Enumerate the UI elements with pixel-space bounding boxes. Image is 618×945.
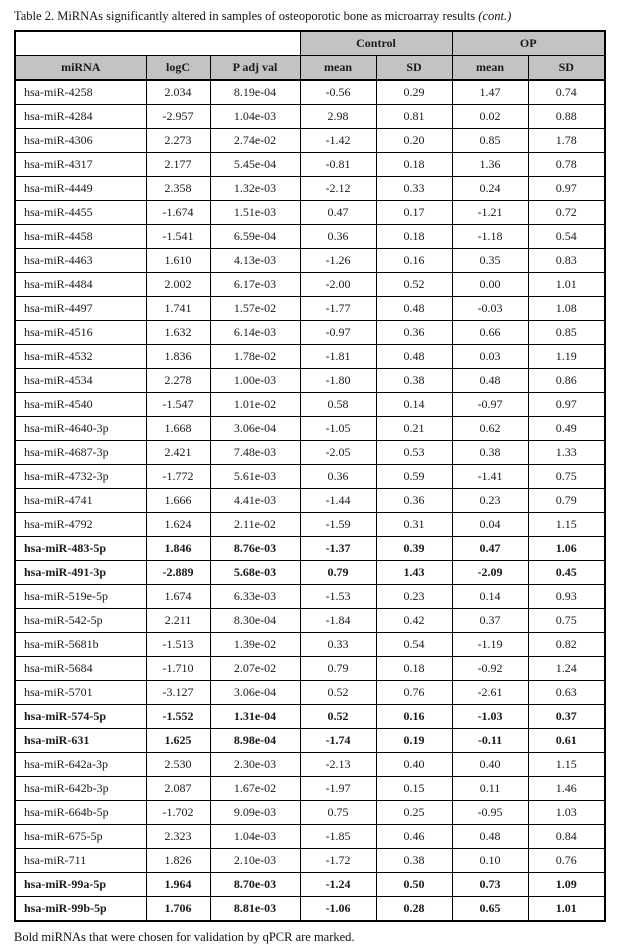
value-cell: 8.76e-03 [210, 537, 300, 561]
mirna-cell: hsa-miR-4455 [15, 201, 146, 225]
value-cell: 0.18 [376, 153, 452, 177]
value-cell: -1.702 [146, 801, 210, 825]
value-cell: 2.323 [146, 825, 210, 849]
value-cell: 0.54 [528, 225, 605, 249]
value-cell: 0.65 [452, 897, 528, 922]
table-row [15, 249, 605, 273]
value-cell: -1.710 [146, 657, 210, 681]
value-cell: 0.38 [376, 369, 452, 393]
value-cell: -2.05 [300, 441, 376, 465]
value-cell: 2.087 [146, 777, 210, 801]
value-cell: 0.20 [376, 129, 452, 153]
value-cell: 0.47 [300, 201, 376, 225]
value-cell: 0.45 [528, 561, 605, 585]
mirna-cell: hsa-miR-99b-5p [15, 897, 146, 922]
group-header-control: Control [300, 31, 452, 56]
value-cell: -0.97 [300, 321, 376, 345]
value-cell: -2.00 [300, 273, 376, 297]
value-cell: 1.706 [146, 897, 210, 922]
value-cell: 2.530 [146, 753, 210, 777]
table-row [15, 801, 605, 825]
mirna-cell: hsa-miR-5681b [15, 633, 146, 657]
value-cell: 2.278 [146, 369, 210, 393]
value-cell: 1.741 [146, 297, 210, 321]
mirna-cell: hsa-miR-711 [15, 849, 146, 873]
value-cell: 7.48e-03 [210, 441, 300, 465]
value-cell: -3.127 [146, 681, 210, 705]
value-cell: -0.97 [452, 393, 528, 417]
mirna-cell: hsa-miR-4458 [15, 225, 146, 249]
value-cell: 0.38 [376, 849, 452, 873]
value-cell: 0.11 [452, 777, 528, 801]
mirna-cell: hsa-miR-642b-3p [15, 777, 146, 801]
value-cell: 0.79 [300, 561, 376, 585]
table-row [15, 537, 605, 561]
mirna-cell: hsa-miR-4640-3p [15, 417, 146, 441]
value-cell: 1.47 [452, 80, 528, 105]
value-cell: 0.85 [452, 129, 528, 153]
table-row [15, 321, 605, 345]
value-cell: 1.57e-02 [210, 297, 300, 321]
value-cell: 0.78 [528, 153, 605, 177]
table-title-text: Table 2. MiRNAs significantly altered in samples of osteoporotic bone as microarray results [14, 9, 479, 23]
value-cell: -0.56 [300, 80, 376, 105]
mirna-cell: hsa-miR-4687-3p [15, 441, 146, 465]
value-cell: 1.51e-03 [210, 201, 300, 225]
table-row [15, 273, 605, 297]
value-cell: -1.18 [452, 225, 528, 249]
value-cell: 3.06e-04 [210, 681, 300, 705]
value-cell: -0.03 [452, 297, 528, 321]
value-cell: 0.48 [376, 297, 452, 321]
mirna-cell: hsa-miR-4449 [15, 177, 146, 201]
value-cell: 1.668 [146, 417, 210, 441]
value-cell: 0.23 [376, 585, 452, 609]
value-cell: 0.14 [376, 393, 452, 417]
value-cell: 1.846 [146, 537, 210, 561]
group-header-op: OP [452, 31, 605, 56]
value-cell: -2.13 [300, 753, 376, 777]
value-cell: 0.36 [376, 489, 452, 513]
table-row [15, 80, 605, 105]
table-row [15, 513, 605, 537]
value-cell: 2.07e-02 [210, 657, 300, 681]
value-cell: -1.97 [300, 777, 376, 801]
value-cell: 1.15 [528, 753, 605, 777]
table-row [15, 417, 605, 441]
value-cell: -1.41 [452, 465, 528, 489]
value-cell: 2.002 [146, 273, 210, 297]
value-cell: -1.541 [146, 225, 210, 249]
mirna-cell: hsa-miR-4540 [15, 393, 146, 417]
value-cell: 0.36 [376, 321, 452, 345]
value-cell: 0.63 [528, 681, 605, 705]
value-cell: -1.44 [300, 489, 376, 513]
value-cell: 0.58 [300, 393, 376, 417]
value-cell: 1.15 [528, 513, 605, 537]
mirna-cell: hsa-miR-4306 [15, 129, 146, 153]
value-cell: -1.24 [300, 873, 376, 897]
value-cell: 1.04e-03 [210, 825, 300, 849]
value-cell: 0.33 [376, 177, 452, 201]
value-cell: 0.72 [528, 201, 605, 225]
value-cell: 2.98 [300, 105, 376, 129]
table-body [15, 80, 605, 921]
value-cell: -2.61 [452, 681, 528, 705]
value-cell: 0.59 [376, 465, 452, 489]
table-row [15, 153, 605, 177]
value-cell: 0.50 [376, 873, 452, 897]
value-cell: 2.211 [146, 609, 210, 633]
value-cell: 0.31 [376, 513, 452, 537]
value-cell: 0.39 [376, 537, 452, 561]
value-cell: 0.16 [376, 249, 452, 273]
value-cell: 1.03 [528, 801, 605, 825]
value-cell: 1.01e-02 [210, 393, 300, 417]
table-row [15, 489, 605, 513]
value-cell: 1.78e-02 [210, 345, 300, 369]
value-cell: -1.19 [452, 633, 528, 657]
footer-note: Bold miRNAs that were chosen for validation by qPCR are marked. [14, 930, 355, 944]
value-cell: 0.48 [452, 825, 528, 849]
value-cell: 1.32e-03 [210, 177, 300, 201]
value-cell: 0.16 [376, 705, 452, 729]
mirna-cell: hsa-miR-631 [15, 729, 146, 753]
value-cell: 0.66 [452, 321, 528, 345]
mirna-cell: hsa-miR-4532 [15, 345, 146, 369]
value-cell: 6.33e-03 [210, 585, 300, 609]
value-cell: 1.625 [146, 729, 210, 753]
table-row [15, 225, 605, 249]
value-cell: -1.53 [300, 585, 376, 609]
value-cell: 0.97 [528, 393, 605, 417]
value-cell: 0.36 [300, 465, 376, 489]
mirna-cell: hsa-miR-4732-3p [15, 465, 146, 489]
table-header [15, 31, 605, 80]
mirna-cell: hsa-miR-4792 [15, 513, 146, 537]
table-title [14, 8, 604, 24]
value-cell: 1.24 [528, 657, 605, 681]
value-cell: 0.62 [452, 417, 528, 441]
value-cell: 0.40 [376, 753, 452, 777]
table-row [15, 705, 605, 729]
value-cell: -1.674 [146, 201, 210, 225]
value-cell: 1.19 [528, 345, 605, 369]
value-cell: 1.674 [146, 585, 210, 609]
value-cell: 2.177 [146, 153, 210, 177]
value-cell: 1.826 [146, 849, 210, 873]
value-cell: 0.88 [528, 105, 605, 129]
mirna-cell: hsa-miR-4534 [15, 369, 146, 393]
value-cell: -1.26 [300, 249, 376, 273]
value-cell: 0.35 [452, 249, 528, 273]
value-cell: 9.09e-03 [210, 801, 300, 825]
mirna-cell: hsa-miR-675-5p [15, 825, 146, 849]
column-header-sd-4: SD [376, 56, 452, 81]
table-row [15, 201, 605, 225]
value-cell: -1.72 [300, 849, 376, 873]
value-cell: 0.18 [376, 225, 452, 249]
value-cell: 8.70e-03 [210, 873, 300, 897]
table-row [15, 393, 605, 417]
value-cell: 1.08 [528, 297, 605, 321]
mirna-cell: hsa-miR-491-3p [15, 561, 146, 585]
value-cell: 8.98e-04 [210, 729, 300, 753]
table-row [15, 609, 605, 633]
value-cell: -1.77 [300, 297, 376, 321]
value-cell: 1.666 [146, 489, 210, 513]
value-cell: 2.30e-03 [210, 753, 300, 777]
value-cell: -1.37 [300, 537, 376, 561]
mirna-cell: hsa-miR-4484 [15, 273, 146, 297]
value-cell: 6.17e-03 [210, 273, 300, 297]
table-title-cont: (cont.) [478, 9, 512, 23]
value-cell: 1.632 [146, 321, 210, 345]
value-cell: 8.19e-04 [210, 80, 300, 105]
value-cell: 0.10 [452, 849, 528, 873]
table-row [15, 753, 605, 777]
value-cell: -1.513 [146, 633, 210, 657]
value-cell: 1.33 [528, 441, 605, 465]
value-cell: 1.09 [528, 873, 605, 897]
table-row [15, 129, 605, 153]
value-cell: 2.034 [146, 80, 210, 105]
mirna-cell: hsa-miR-483-5p [15, 537, 146, 561]
value-cell: 0.00 [452, 273, 528, 297]
value-cell: 0.04 [452, 513, 528, 537]
value-cell: -1.74 [300, 729, 376, 753]
value-cell: 1.67e-02 [210, 777, 300, 801]
value-cell: -2.12 [300, 177, 376, 201]
value-cell: 3.06e-04 [210, 417, 300, 441]
value-cell: 0.46 [376, 825, 452, 849]
value-cell: -0.95 [452, 801, 528, 825]
value-cell: 0.37 [528, 705, 605, 729]
value-cell: 0.74 [528, 80, 605, 105]
value-cell: 1.01 [528, 273, 605, 297]
value-cell: -2.889 [146, 561, 210, 585]
value-cell: 0.75 [528, 465, 605, 489]
value-cell: 0.37 [452, 609, 528, 633]
table-row [15, 849, 605, 873]
mirna-cell: hsa-miR-4258 [15, 80, 146, 105]
value-cell: 0.18 [376, 657, 452, 681]
table-row [15, 177, 605, 201]
value-cell: 0.28 [376, 897, 452, 922]
value-cell: 0.14 [452, 585, 528, 609]
mirna-cell: hsa-miR-4463 [15, 249, 146, 273]
mirna-cell: hsa-miR-664b-5p [15, 801, 146, 825]
value-cell: 5.68e-03 [210, 561, 300, 585]
mirna-cell: hsa-miR-5684 [15, 657, 146, 681]
value-cell: 5.61e-03 [210, 465, 300, 489]
value-cell: -1.59 [300, 513, 376, 537]
value-cell: 0.85 [528, 321, 605, 345]
table-row [15, 633, 605, 657]
value-cell: 0.48 [452, 369, 528, 393]
column-header-mean-3: mean [300, 56, 376, 81]
value-cell: 0.76 [376, 681, 452, 705]
table-row [15, 681, 605, 705]
table-row [15, 657, 605, 681]
column-header-p-adj-val-2: P adj val [210, 56, 300, 81]
value-cell: -1.547 [146, 393, 210, 417]
mirna-cell: hsa-miR-4497 [15, 297, 146, 321]
value-cell: -0.92 [452, 657, 528, 681]
value-cell: 2.273 [146, 129, 210, 153]
table-row [15, 105, 605, 129]
table-row [15, 465, 605, 489]
value-cell: -1.42 [300, 129, 376, 153]
value-cell: 0.81 [376, 105, 452, 129]
value-cell: 1.610 [146, 249, 210, 273]
value-cell: 0.79 [300, 657, 376, 681]
value-cell: 0.02 [452, 105, 528, 129]
table-row [15, 297, 605, 321]
value-cell: 0.15 [376, 777, 452, 801]
value-cell: 1.836 [146, 345, 210, 369]
value-cell: -1.552 [146, 705, 210, 729]
mirna-cell: hsa-miR-519e-5p [15, 585, 146, 609]
table-row [15, 441, 605, 465]
table-row [15, 825, 605, 849]
value-cell: 1.31e-04 [210, 705, 300, 729]
value-cell: 0.49 [528, 417, 605, 441]
value-cell: -1.80 [300, 369, 376, 393]
value-cell: 0.17 [376, 201, 452, 225]
value-cell: 0.48 [376, 345, 452, 369]
value-cell: 0.25 [376, 801, 452, 825]
mirna-cell: hsa-miR-4741 [15, 489, 146, 513]
value-cell: 0.73 [452, 873, 528, 897]
value-cell: 0.03 [452, 345, 528, 369]
column-header-sd-6: SD [528, 56, 605, 81]
value-cell: 1.78 [528, 129, 605, 153]
mirna-cell: hsa-miR-542-5p [15, 609, 146, 633]
value-cell: 0.33 [300, 633, 376, 657]
value-cell: 1.46 [528, 777, 605, 801]
table-row [15, 777, 605, 801]
table-row [15, 369, 605, 393]
mirna-cell: hsa-miR-642a-3p [15, 753, 146, 777]
value-cell: 0.54 [376, 633, 452, 657]
value-cell: 0.19 [376, 729, 452, 753]
value-cell: 0.76 [528, 849, 605, 873]
value-cell: -0.11 [452, 729, 528, 753]
column-header-logc-1: logC [146, 56, 210, 81]
value-cell: 0.75 [528, 609, 605, 633]
value-cell: -1.06 [300, 897, 376, 922]
value-cell: -1.05 [300, 417, 376, 441]
column-header-mirna-0: miRNA [15, 56, 146, 81]
value-cell: 0.52 [300, 681, 376, 705]
table-row [15, 897, 605, 922]
value-cell: 2.74e-02 [210, 129, 300, 153]
value-cell: 0.82 [528, 633, 605, 657]
value-cell: -1.84 [300, 609, 376, 633]
mirna-cell: hsa-miR-5701 [15, 681, 146, 705]
mirna-cell: hsa-miR-4516 [15, 321, 146, 345]
group-header-row [15, 31, 605, 56]
value-cell: -1.03 [452, 705, 528, 729]
table-row [15, 585, 605, 609]
value-cell: -2.09 [452, 561, 528, 585]
table-row [15, 873, 605, 897]
value-cell: 0.52 [300, 705, 376, 729]
table-row [15, 561, 605, 585]
value-cell: -0.81 [300, 153, 376, 177]
value-cell: 6.59e-04 [210, 225, 300, 249]
value-cell: 0.86 [528, 369, 605, 393]
value-cell: -1.81 [300, 345, 376, 369]
value-cell: 0.61 [528, 729, 605, 753]
value-cell: 0.36 [300, 225, 376, 249]
mirna-cell: hsa-miR-99a-5p [15, 873, 146, 897]
value-cell: 1.43 [376, 561, 452, 585]
table-row [15, 729, 605, 753]
value-cell: 1.36 [452, 153, 528, 177]
value-cell: 0.83 [528, 249, 605, 273]
value-cell: 4.13e-03 [210, 249, 300, 273]
value-cell: 2.421 [146, 441, 210, 465]
value-cell: -1.21 [452, 201, 528, 225]
value-cell: 8.30e-04 [210, 609, 300, 633]
value-cell: 0.21 [376, 417, 452, 441]
value-cell: 2.11e-02 [210, 513, 300, 537]
value-cell: 1.04e-03 [210, 105, 300, 129]
value-cell: 0.52 [376, 273, 452, 297]
value-cell: 0.47 [452, 537, 528, 561]
value-cell: 0.84 [528, 825, 605, 849]
mirna-cell: hsa-miR-4317 [15, 153, 146, 177]
value-cell: 0.29 [376, 80, 452, 105]
value-cell: 1.01 [528, 897, 605, 922]
column-header-mean-5: mean [452, 56, 528, 81]
value-cell: 0.42 [376, 609, 452, 633]
value-cell: 0.79 [528, 489, 605, 513]
value-cell: 1.624 [146, 513, 210, 537]
empty-group-header [15, 31, 300, 56]
value-cell: 1.964 [146, 873, 210, 897]
value-cell: 1.06 [528, 537, 605, 561]
value-cell: 0.23 [452, 489, 528, 513]
value-cell: 2.358 [146, 177, 210, 201]
value-cell: 5.45e-04 [210, 153, 300, 177]
column-header-row [15, 56, 605, 81]
value-cell: 0.53 [376, 441, 452, 465]
value-cell: -1.85 [300, 825, 376, 849]
value-cell: 0.38 [452, 441, 528, 465]
value-cell: 1.39e-02 [210, 633, 300, 657]
value-cell: 6.14e-03 [210, 321, 300, 345]
value-cell: 0.40 [452, 753, 528, 777]
value-cell: 0.97 [528, 177, 605, 201]
value-cell: -1.772 [146, 465, 210, 489]
mirna-cell: hsa-miR-574-5p [15, 705, 146, 729]
value-cell: 8.81e-03 [210, 897, 300, 922]
mirna-table [14, 30, 606, 922]
value-cell: 4.41e-03 [210, 489, 300, 513]
value-cell: 0.75 [300, 801, 376, 825]
value-cell: 0.24 [452, 177, 528, 201]
value-cell: -2.957 [146, 105, 210, 129]
table-row [15, 345, 605, 369]
value-cell: 2.10e-03 [210, 849, 300, 873]
mirna-cell: hsa-miR-4284 [15, 105, 146, 129]
value-cell: 0.93 [528, 585, 605, 609]
value-cell: 1.00e-03 [210, 369, 300, 393]
